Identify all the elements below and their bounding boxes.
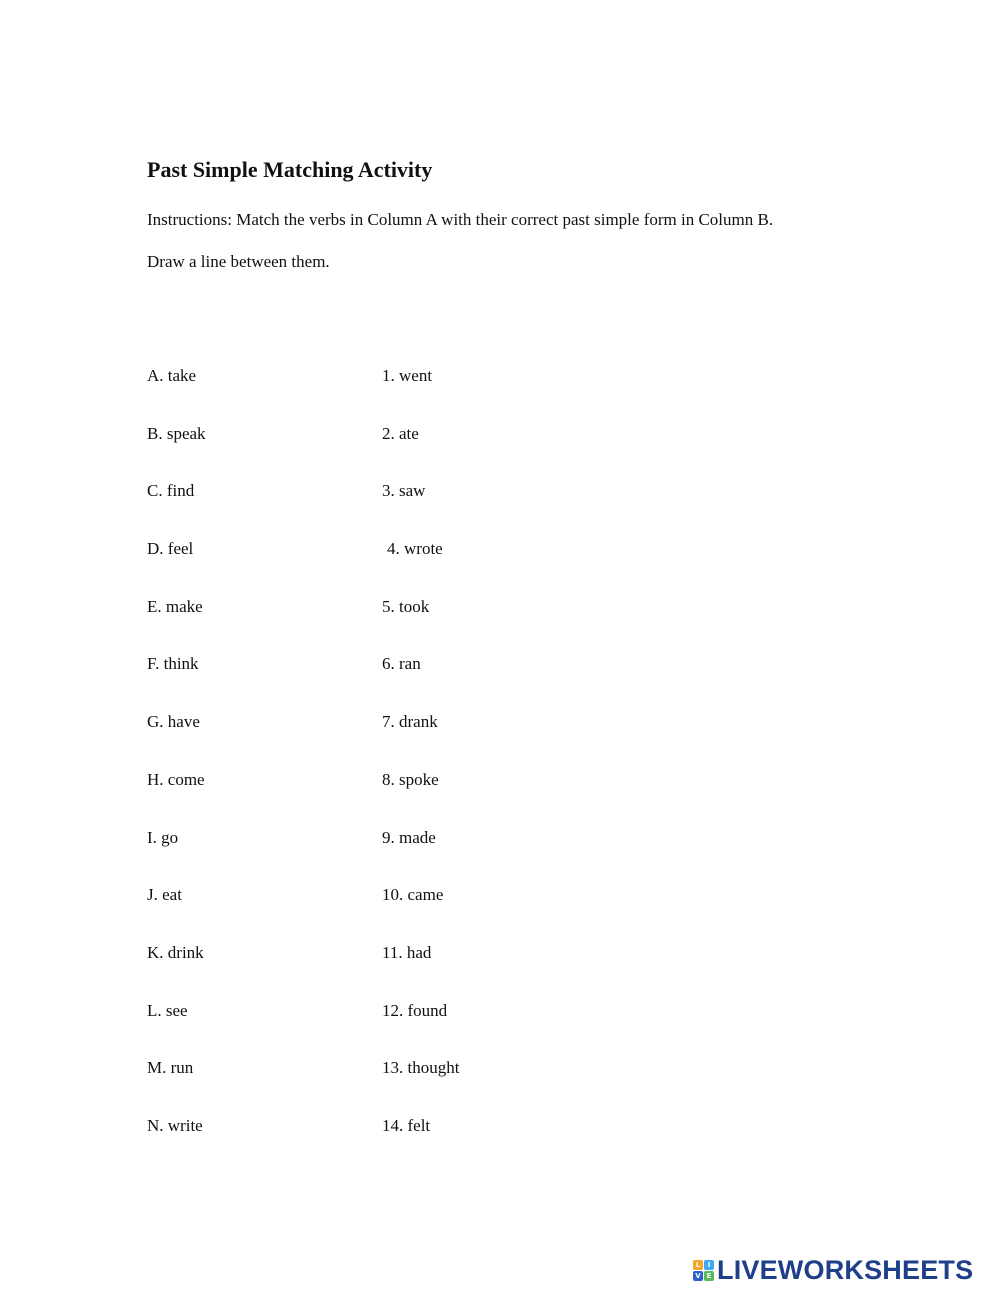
column-b-item[interactable]: 5. took bbox=[382, 596, 430, 616]
column-b-item[interactable]: 8. spoke bbox=[382, 769, 439, 789]
column-b-item[interactable]: 9. made bbox=[382, 827, 436, 847]
column-b-item[interactable]: 10. came bbox=[382, 885, 444, 905]
matching-row bbox=[147, 654, 747, 712]
column-a-item[interactable]: I. go bbox=[147, 827, 179, 847]
matching-row bbox=[147, 712, 747, 770]
column-a-item[interactable]: H. come bbox=[147, 769, 205, 789]
column-a-item[interactable]: E. make bbox=[147, 596, 203, 616]
column-a-item[interactable]: A. take bbox=[147, 366, 197, 385]
instructions-text-2: Draw a line between them. bbox=[147, 252, 330, 271]
matching-row bbox=[147, 1116, 747, 1174]
logo-mark-letter: I bbox=[704, 1260, 714, 1270]
instructions-text: Instructions: Match the verbs in Column A with their correct past simple form in Column B. bbox=[147, 210, 774, 229]
column-b-item[interactable]: 11. had bbox=[382, 942, 432, 962]
column-b-item[interactable]: 13. thought bbox=[382, 1058, 460, 1078]
column-b-item[interactable]: 6. ran bbox=[382, 654, 421, 674]
matching-row bbox=[147, 885, 747, 943]
column-a-item[interactable]: J. eat bbox=[147, 885, 182, 905]
logo-mark-icon bbox=[693, 1260, 714, 1281]
logo-text: LIVEWORKSHEETS bbox=[717, 1254, 974, 1285]
matching-row bbox=[147, 366, 747, 424]
matching-row bbox=[147, 1001, 747, 1059]
column-b-item[interactable]: 4. wrote bbox=[387, 539, 443, 559]
matching-row bbox=[147, 424, 747, 482]
column-a-item[interactable]: C. find bbox=[147, 481, 195, 501]
matching-row bbox=[147, 1058, 747, 1116]
matching-row bbox=[147, 943, 747, 1001]
column-a-item[interactable]: K. drink bbox=[147, 942, 204, 962]
column-a-item[interactable]: G. have bbox=[147, 712, 200, 732]
logo-mark-letter: V bbox=[693, 1271, 703, 1281]
column-a-item[interactable]: B. speak bbox=[147, 423, 206, 443]
column-b-item[interactable]: 14. felt bbox=[382, 1115, 431, 1135]
column-b-item[interactable]: 3. saw bbox=[382, 481, 426, 501]
column-b-item[interactable]: 12. found bbox=[382, 1000, 448, 1020]
column-a-item[interactable]: M. run bbox=[147, 1058, 194, 1078]
column-a-item[interactable]: N. write bbox=[147, 1115, 203, 1135]
matching-row bbox=[147, 539, 747, 597]
matching-row bbox=[147, 828, 747, 886]
liveworksheets-logo bbox=[693, 1255, 973, 1285]
matching-list bbox=[147, 366, 747, 1174]
column-a-item[interactable]: D. feel bbox=[147, 539, 194, 559]
column-b-item[interactable]: 1. went bbox=[382, 366, 433, 385]
page-title: Past Simple Matching Activity bbox=[147, 157, 433, 182]
column-a-item[interactable]: F. think bbox=[147, 654, 199, 674]
column-b-item[interactable]: 2. ate bbox=[382, 423, 419, 443]
matching-row bbox=[147, 481, 747, 539]
column-a-item[interactable]: L. see bbox=[147, 1000, 188, 1020]
matching-row bbox=[147, 597, 747, 655]
logo-mark-letter: E bbox=[704, 1271, 714, 1281]
logo-mark-letter: L bbox=[693, 1260, 703, 1270]
column-b-item[interactable]: 7. drank bbox=[382, 712, 438, 732]
matching-row bbox=[147, 770, 747, 828]
